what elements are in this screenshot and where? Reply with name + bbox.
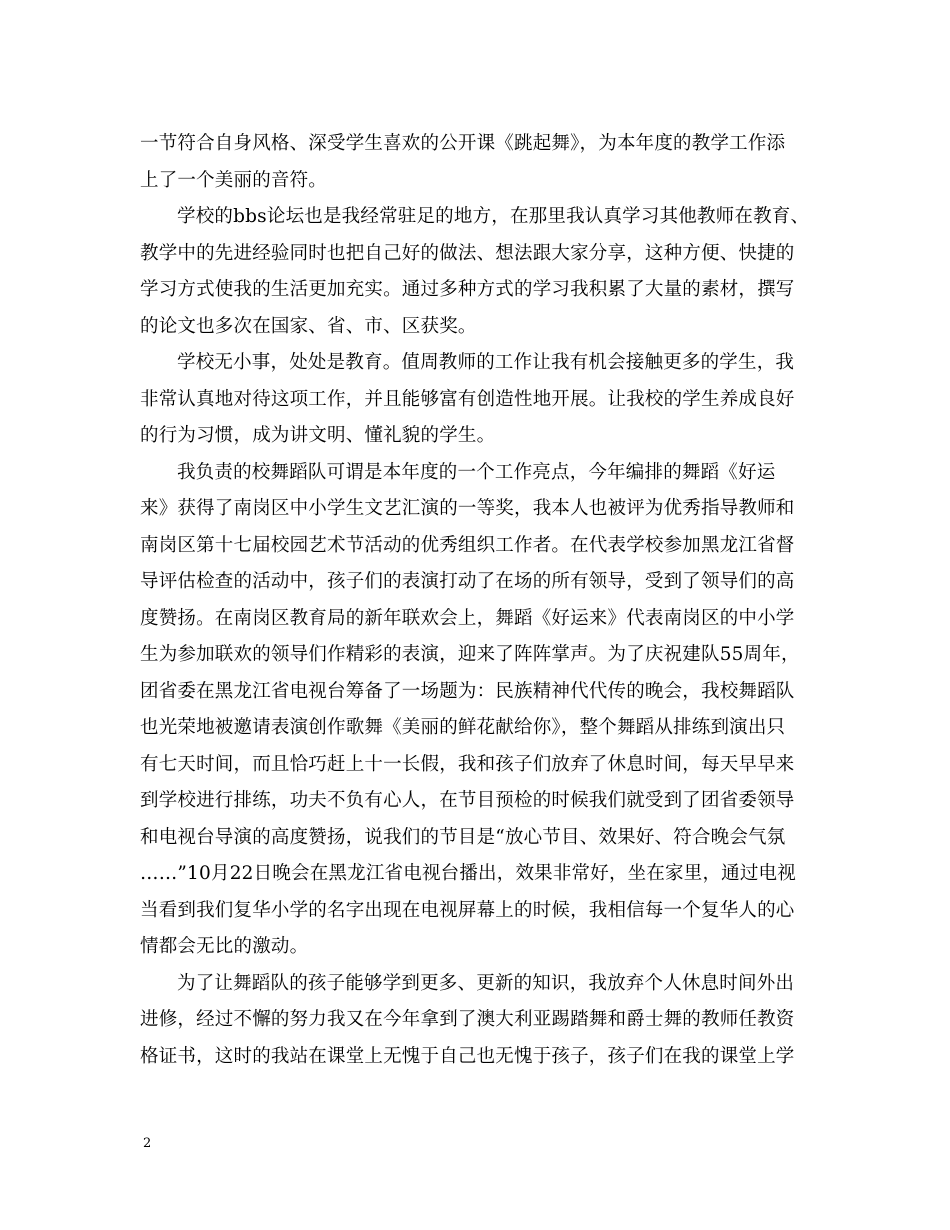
text-line: 非常认真地对待这项工作，并且能够富有创造性地开展。让我校的学生养成良好 xyxy=(140,388,795,410)
text-line: 来》获得了南岗区中小学生文艺汇演的一等奖，我本人也被评为优秀指导教师和 xyxy=(140,498,795,519)
text-line: 为了让舞蹈队的孩子能够学到更多、更新的知识，我放弃个人休息时间外出 xyxy=(177,972,795,994)
text-line: 当看到我们复华小学的名字出现在电视屏幕上的时候，我相信每一个复华人的心 xyxy=(140,899,795,921)
text-line: 生为参加联欢的领导们作精彩的表演，迎来了阵阵掌声。为了庆祝建队55周年， xyxy=(140,644,800,665)
text-line: ……”10月22日晚会在黑龙江省电视台播出，效果非常好，坐在家里，通过电视 xyxy=(140,863,796,884)
text-line: 进修，经过不懈的努力我又在今年拿到了澳大利亚踢踏舞和爵士舞的教师任教资 xyxy=(140,1009,795,1030)
page-number: 2 xyxy=(143,1136,152,1151)
body-text xyxy=(140,126,810,1075)
text-line: 到学校进行排练，功夫不负有心人，在节目预检的时候我们就受到了团省委领导 xyxy=(140,790,795,811)
text-line: 我负责的校舞蹈队可谓是本年度的一个工作亮点，今年编排的舞蹈《好运 xyxy=(177,461,776,483)
text-line: 和电视台导演的高度赞扬，说我们的节目是“放心节目、效果好、符合晚会气氛 xyxy=(140,826,786,848)
text-line: 格证书，这时的我站在课堂上无愧于自己也无愧于孩子，孩子们在我的课堂上学 xyxy=(140,1045,795,1067)
text-line: 学校无小事，处处是教育。值周教师的工作让我有机会接触更多的学生，我 xyxy=(177,352,795,373)
text-line: 的行为习惯，成为讲文明、懂礼貌的学生。 xyxy=(140,425,496,446)
text-line: 南岗区第十七届校园艺术节活动的优秀组织工作者。在代表学校参加黑龙江省督 xyxy=(140,534,795,556)
text-line: 上了一个美丽的音符。 xyxy=(140,169,328,191)
text-line: 导评估检查的活动中，孩子们的表演打动了在场的所有领导，受到了领导们的高 xyxy=(140,571,795,592)
text-line: 一节符合自身风格、深受学生喜欢的公开课《跳起舞》，为本年度的教学工作添 xyxy=(140,133,786,154)
text-line: 的论文也多次在国家、省、市、区获奖。 xyxy=(140,315,477,337)
text-line: 度赞扬。在南岗区教育局的新年联欢会上，舞蹈《好运来》代表南岗区的中小学 xyxy=(140,607,795,629)
text-line: 团省委在黑龙江省电视台筹备了一场题为：民族精神代代传的晚会，我校舞蹈队 xyxy=(140,680,795,702)
text-line: 学习方式使我的生活更加充实。通过多种方式的学习我积累了大量的素材，撰写 xyxy=(140,279,795,300)
text-line: 教学中的先进经验同时也把自己好的做法、想法跟大家分享，这种方便、快捷的 xyxy=(140,242,795,264)
text-line: 情都会无比的激动。 xyxy=(140,936,309,957)
text-line: 学校的bbs论坛也是我经常驻足的地方，在那里我认真学习其他教师在教育、 xyxy=(177,206,810,227)
text-line: 也光荣地被邀请表演创作歌舞《美丽的鲜花献给你》，整个舞蹈从排练到演出只 xyxy=(140,717,786,738)
text-line: 有七天时间，而且恰巧赶上十一长假，我和孩子们放弃了休息时间，每天早早来 xyxy=(140,753,795,775)
